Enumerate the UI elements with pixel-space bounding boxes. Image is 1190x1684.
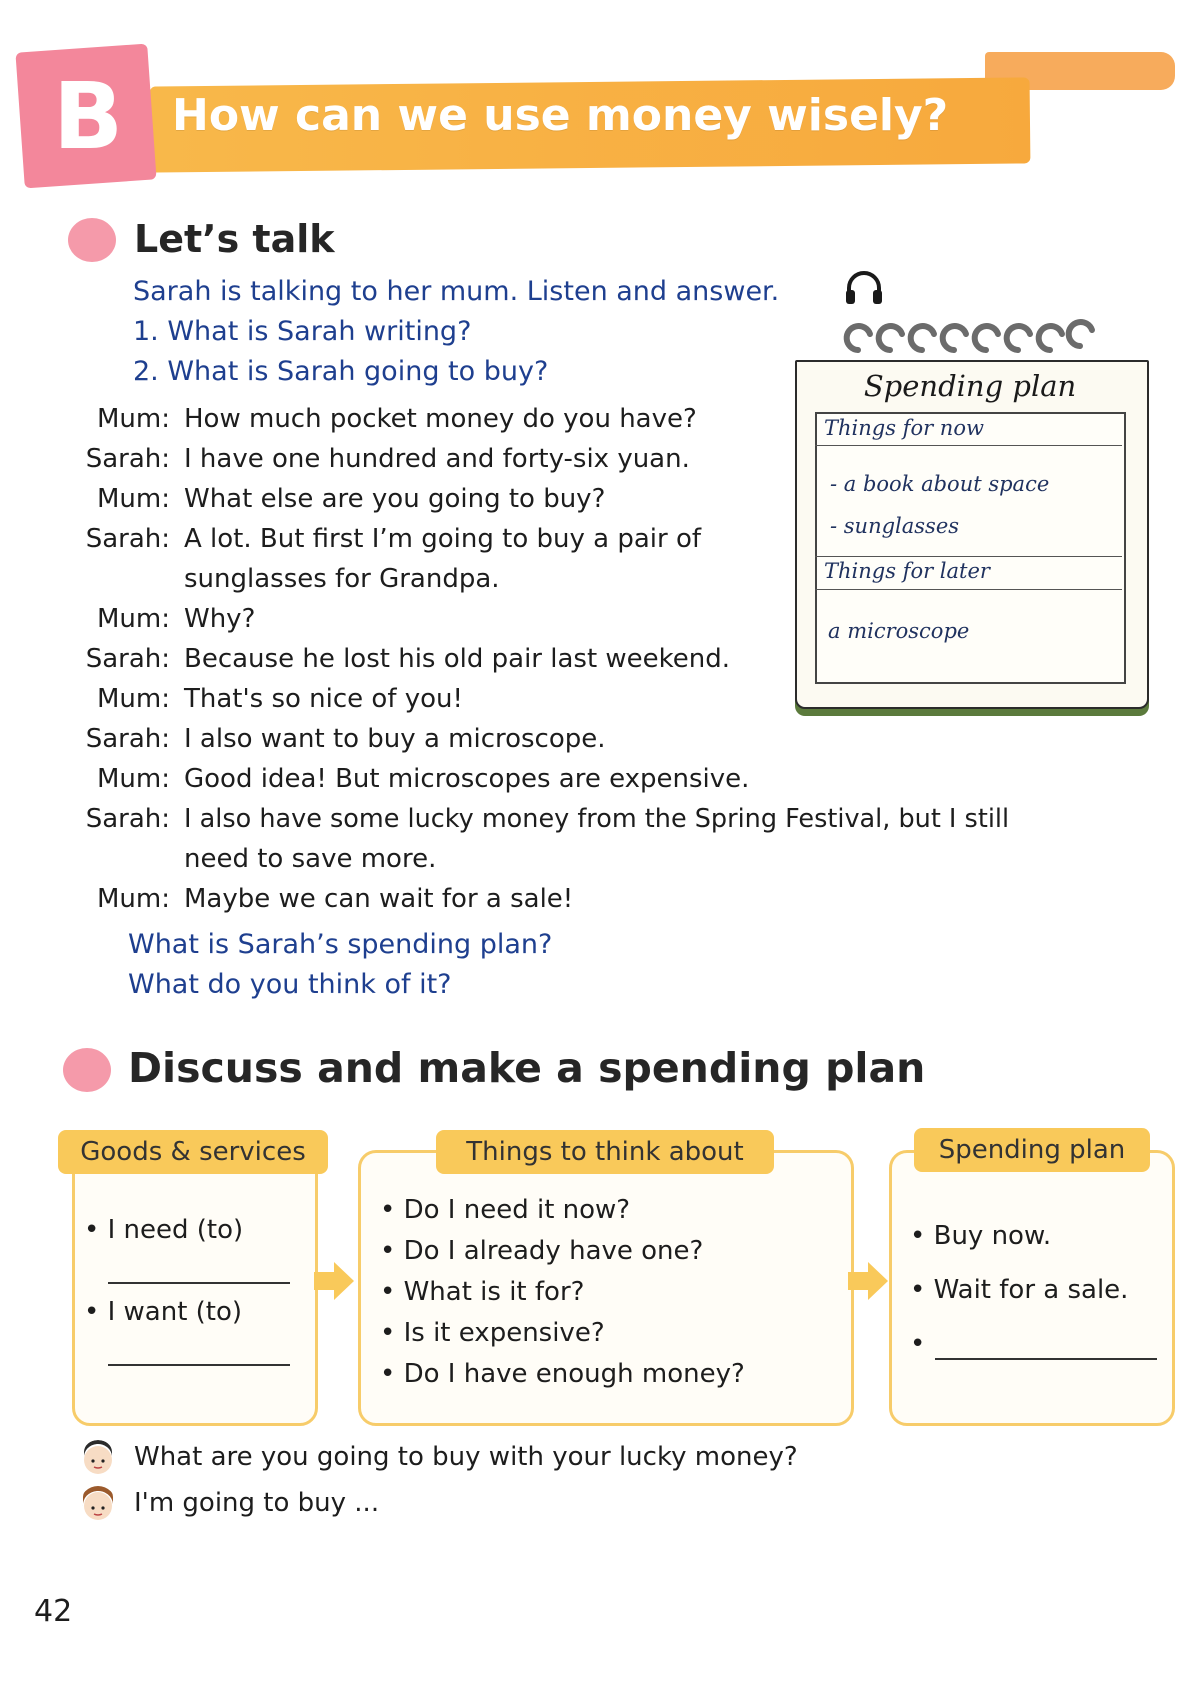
notepad-later-item: a microscope [828, 619, 970, 643]
dialogue-line: Why? [184, 604, 256, 634]
dialogue-line: Good idea! But microscopes are expensive. [184, 764, 750, 794]
lets-talk-heading: Let’s talk [134, 217, 335, 261]
dialogue-speaker: Mum: [97, 764, 170, 794]
section-bullet-dot [63, 1048, 111, 1092]
spiral-binding-icon [840, 312, 1100, 358]
page-title: How can we use money wisely? [172, 90, 949, 141]
arrow-right-icon [314, 1262, 354, 1300]
dialogue-line: What else are you going to buy? [184, 484, 606, 514]
goods-services-tab: Goods & services [58, 1130, 328, 1174]
think-item: • What is it for? [380, 1277, 585, 1307]
dialogue-speaker: Sarah: [85, 724, 170, 754]
dialogue-speaker: Sarah: [85, 524, 170, 554]
dialogue-speaker: Sarah: [85, 804, 170, 834]
chat-question: What are you going to buy with your lucky money? [134, 1442, 798, 1472]
headphones-icon[interactable] [843, 268, 885, 308]
dialogue-speaker: Mum: [97, 604, 170, 634]
dialogue-line: I also have some lucky money from the Spring Festival, but I still [184, 804, 1010, 834]
section-letter: B [52, 63, 124, 170]
follow-up-question-2: What do you think of it? [128, 969, 452, 1000]
notepad-now-label: Things for now [824, 416, 984, 440]
notepad-later-label: Things for later [824, 559, 990, 583]
things-to-think-tab: Things to think about [436, 1130, 774, 1174]
notepad-now-item: - sunglasses [830, 514, 960, 538]
dialogue-speaker: Mum: [97, 684, 170, 714]
dialogue-speaker: Mum: [97, 884, 170, 914]
goods-item: • I want (to) [84, 1297, 243, 1327]
chat-answer: I'm going to buy ... [134, 1488, 380, 1518]
fill-in-blank[interactable] [108, 1282, 290, 1284]
goods-item: • I need (to) [84, 1215, 244, 1245]
notepad-rule [815, 589, 1122, 590]
dialogue-line: I have one hundred and forty-six yuan. [184, 444, 690, 474]
dialogue-line: need to save more. [184, 844, 437, 874]
notepad-rule [815, 445, 1122, 446]
think-item: • Do I already have one? [380, 1236, 704, 1266]
girl-avatar-icon [80, 1486, 116, 1522]
dialogue-line: How much pocket money do you have? [184, 404, 697, 434]
plan-item: • Buy now. [910, 1221, 1052, 1251]
dialogue-line: Because he lost his old pair last weekend. [184, 644, 731, 674]
think-item: • Is it expensive? [380, 1318, 605, 1348]
section-bullet-dot [68, 218, 116, 262]
question-2: 2. What is Sarah going to buy? [133, 356, 549, 387]
plan-item: • [910, 1329, 926, 1359]
think-item: • Do I have enough money? [380, 1359, 745, 1389]
dialogue-line: That's so nice of you! [184, 684, 463, 714]
dialogue-line: I also want to buy a microscope. [184, 724, 606, 754]
think-item: • Do I need it now? [380, 1195, 631, 1225]
spending-plan-tab: Spending plan [914, 1128, 1150, 1172]
goods-services-box [72, 1143, 318, 1426]
dialogue-line: Maybe we can wait for a sale! [184, 884, 574, 914]
plan-item: • Wait for a sale. [910, 1275, 1129, 1305]
dialogue-speaker: Mum: [97, 484, 170, 514]
dialogue-speaker: Sarah: [85, 644, 170, 674]
dialogue-line: sunglasses for Grandpa. [184, 564, 500, 594]
page-number: 42 [34, 1594, 73, 1629]
question-1: 1. What is Sarah writing? [133, 316, 472, 347]
boy-avatar-icon [80, 1440, 116, 1476]
dialogue-speaker: Sarah: [85, 444, 170, 474]
notepad-title: Spending plan [863, 369, 1077, 403]
dialogue-line: A lot. But first I’m going to buy a pair of [184, 524, 702, 554]
arrow-right-icon [848, 1262, 888, 1300]
fill-in-blank[interactable] [108, 1364, 290, 1366]
follow-up-question-1: What is Sarah’s spending plan? [128, 929, 553, 960]
fill-in-blank[interactable] [935, 1358, 1157, 1360]
notepad-now-item: - a book about space [830, 472, 1050, 496]
discuss-heading: Discuss and make a spending plan [128, 1044, 926, 1092]
listening-instruction: Sarah is talking to her mum. Listen and answer. [133, 276, 780, 307]
dialogue-speaker: Mum: [97, 404, 170, 434]
